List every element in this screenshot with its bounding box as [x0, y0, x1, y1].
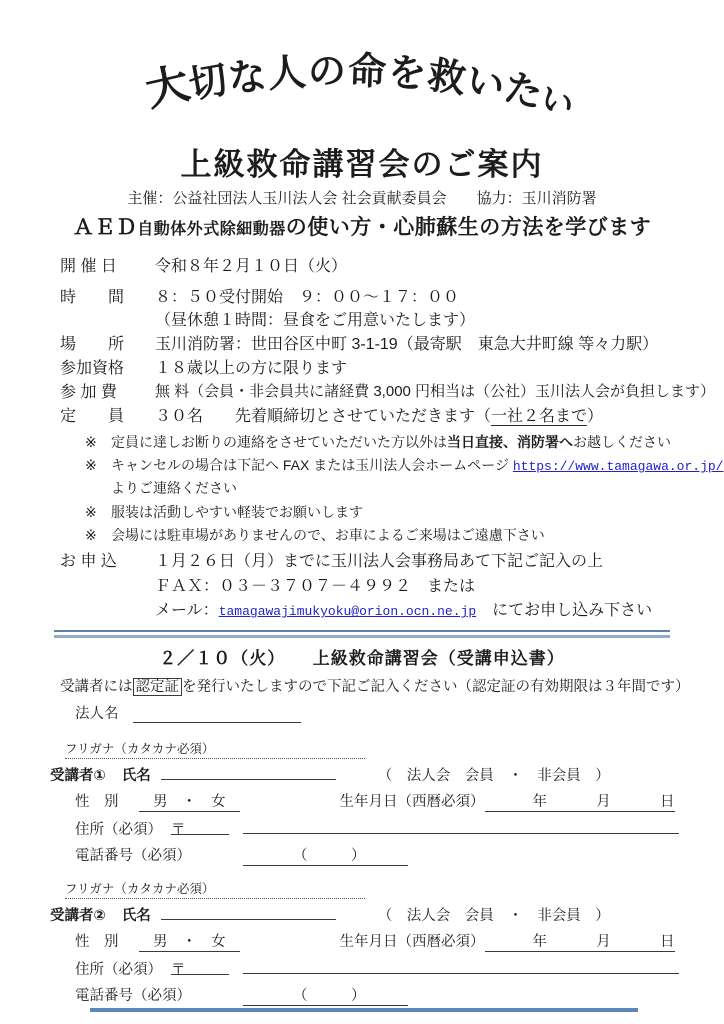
- applicant-2-gender-label: 性 別: [75, 934, 119, 951]
- applicant-2-name-label: 氏名: [121, 908, 151, 925]
- note-2-continuation: よりご連絡ください: [111, 480, 237, 497]
- applicant-2-dob-label: 生年月日（西暦必須）: [339, 934, 485, 951]
- fee-label: 参 加 費: [60, 383, 117, 401]
- apply-deadline: １月２６日（月）までに玉川法人会事務局あて下記ご記入の上: [155, 553, 604, 571]
- applicant-1-name-row: [50, 763, 724, 785]
- applicant-1-name-label: 氏名: [121, 768, 151, 785]
- applicant-1-phone-row: [75, 844, 724, 866]
- detail-row-place: [60, 334, 724, 355]
- page-title: 上級救命講習会のご案内: [180, 147, 544, 182]
- applicant-2-membership: （ 法人会 会員 ・ 非会員 ）: [377, 908, 610, 925]
- applicant-2-phone-label: 電話番号（必須）: [75, 988, 191, 1005]
- capacity-label: 定 員: [60, 408, 125, 426]
- applicant-1-furigana-label: フリガナ（カタカナ必須）: [65, 739, 365, 759]
- note-row-4: [85, 525, 724, 545]
- year-label: 年: [532, 934, 547, 951]
- place-label: 場 所: [60, 335, 125, 353]
- apply-mail-line: [155, 600, 724, 622]
- note-mark: ※: [85, 434, 97, 451]
- detail-row-fee: [60, 382, 724, 403]
- capacity-limit-underlined: 一社２名まで: [491, 408, 588, 426]
- apply-block: [60, 551, 724, 622]
- applicant-1-dob-blank: [485, 790, 675, 812]
- month-label: 月: [596, 794, 611, 811]
- applicant-1-block: [0, 739, 724, 866]
- note-4-text: 会場には駐車場がありませんので、お車によるご来場はご遠慮下さい: [111, 526, 545, 543]
- company-name-blank: [133, 706, 301, 723]
- applicant-1-gender-row: [75, 790, 724, 812]
- homepage-link[interactable]: https://www.tamagawa.or.jp/: [512, 459, 724, 475]
- detail-row-date: [60, 256, 724, 277]
- applicant-1-membership: （ 法人会 会員 ・ 非会員 ）: [377, 768, 610, 785]
- mail-label: メール：: [155, 602, 219, 620]
- applicant-2-address-row: [75, 957, 724, 979]
- date-label: 開 催 日: [60, 258, 117, 276]
- detail-row-capacity: [60, 406, 724, 427]
- eligibility-value: １８歳以上の方に限ります: [155, 359, 348, 377]
- applicant-1-label: 受講者①: [50, 768, 106, 785]
- mail-suffix: にてお申し込み下さい: [476, 602, 653, 620]
- note-mark: ※: [85, 526, 97, 543]
- certificate-note-pre: 受講者には: [60, 678, 133, 695]
- applicant-2-address-blank: [243, 957, 679, 974]
- note-2-pre: キャンセルの場合は下記へ FAX または玉川法人会ホームページ: [111, 457, 513, 474]
- bottom-rule: [90, 1008, 638, 1012]
- time-label: 時 間: [60, 288, 125, 306]
- note-mark: ※: [85, 503, 97, 520]
- aed-subtitle: [0, 214, 724, 241]
- company-name-label: 法人名: [75, 706, 119, 723]
- capacity-close-paren: ）: [587, 408, 604, 426]
- note-1-pre: 定員に達しお断りの連絡をさせていただいた方以外は: [111, 434, 447, 451]
- applicant-1-name-blank: [161, 763, 336, 780]
- detail-row-eligibility: [60, 358, 724, 379]
- form-header: ２／１０（火） 上級救命講習会（受講申込書）: [159, 648, 565, 668]
- detail-row-time: [60, 287, 724, 308]
- note-3-text: 服装は活動しやすい軽装でお願いします: [111, 503, 363, 520]
- note-row-3: [85, 502, 724, 522]
- note-row-1: [85, 432, 724, 452]
- applicant-2-name-blank: [161, 903, 336, 920]
- section-divider: [54, 630, 670, 638]
- eligibility-label: 参加資格: [60, 359, 125, 377]
- note-1-post: お越しください: [573, 434, 671, 451]
- applicant-1-gender-options: 男 ・ 女: [139, 790, 240, 812]
- applicant-1-address-blank: [243, 817, 679, 834]
- applicant-2-postal-blank: 〒: [171, 958, 229, 975]
- applicant-2-block: [0, 879, 724, 1006]
- event-details: [60, 256, 724, 427]
- apply-row: [60, 551, 724, 573]
- date-value: 令和８年２月１０日（火）: [155, 258, 348, 276]
- day-label: 日: [660, 794, 675, 811]
- applicant-1-address-row: [75, 817, 724, 839]
- organizer-line: 主催：公益社団法人玉川法人会 社会貢献委員会 協力：玉川消防署: [127, 190, 597, 208]
- applicant-2-name-row: [50, 903, 724, 925]
- note-mark: ※: [85, 457, 97, 474]
- applicant-1-phone-label: 電話番号（必須）: [75, 848, 191, 865]
- applicant-2-label: 受講者②: [50, 908, 106, 925]
- email-link[interactable]: tamagawajimukyoku@orion.ocn.ne.jp: [218, 604, 477, 620]
- note-1-emphasis: 当日直接、消防署へ: [447, 434, 573, 451]
- applicant-2-gender-row: [75, 930, 724, 952]
- capacity-value: [155, 406, 724, 427]
- lunch-note: （昼休憩１時間：昼食をご用意いたします）: [155, 311, 476, 329]
- applicant-2-phone-row: [75, 984, 724, 1006]
- year-label: 年: [532, 794, 547, 811]
- capacity-text: ３０名 先着順締切とさせていただきます（: [155, 408, 492, 426]
- notes-list: [85, 432, 724, 545]
- month-label: 月: [596, 934, 611, 951]
- applicant-2-furigana-label: フリガナ（カタカナ必須）: [65, 879, 365, 899]
- applicant-1-address-label: 住所（必須）: [75, 822, 162, 839]
- applicant-2-dob-blank: [485, 930, 675, 952]
- applicant-1-postal-blank: 〒: [171, 818, 229, 835]
- aed-suffix: の使い方・心肺蘇生の方法を学びます: [285, 216, 652, 240]
- applicant-1-phone-blank: （ ）: [243, 844, 408, 866]
- certificate-note: [60, 677, 724, 697]
- applicant-2-gender-options: 男 ・ 女: [139, 930, 240, 952]
- handwritten-title: 大切な人の命を救いたい: [141, 50, 579, 124]
- day-label: 日: [660, 934, 675, 951]
- note-1-text: [111, 432, 671, 452]
- applicant-1-gender-label: 性 別: [75, 794, 119, 811]
- time-value: ８：５０受付開始 ９：００～１７：００: [155, 288, 460, 306]
- place-value: 玉川消防署：世田谷区中町 3-1-19（最寄駅 東急大井町線 等々力駅）: [155, 335, 659, 353]
- apply-label: お 申 込: [60, 553, 117, 571]
- note-2-text: [111, 455, 723, 477]
- apply-fax-line: ＦＡＸ：０３－３７０７－４９９２ または: [155, 577, 476, 595]
- aed-prefix: ＡＥＤ: [72, 216, 138, 240]
- applicant-2-address-label: 住所（必須）: [75, 962, 162, 979]
- fee-value: 無 料（会員・非会員共に諸経費 3,000 円相当は（公社）玉川法人会が負担します）: [155, 382, 716, 400]
- company-name-row: [75, 702, 724, 723]
- certificate-note-post: を発行いたしますので下記ご記入ください（認定証の有効期限は３年間です）: [182, 678, 690, 695]
- applicant-2-phone-blank: （ ）: [243, 984, 408, 1006]
- aed-small-text: 自動体外式除細動器: [137, 221, 286, 239]
- note-row-2: [85, 455, 724, 477]
- certificate-boxed-word: 認定証: [133, 678, 183, 696]
- applicant-1-dob-label: 生年月日（西暦必須）: [339, 794, 485, 811]
